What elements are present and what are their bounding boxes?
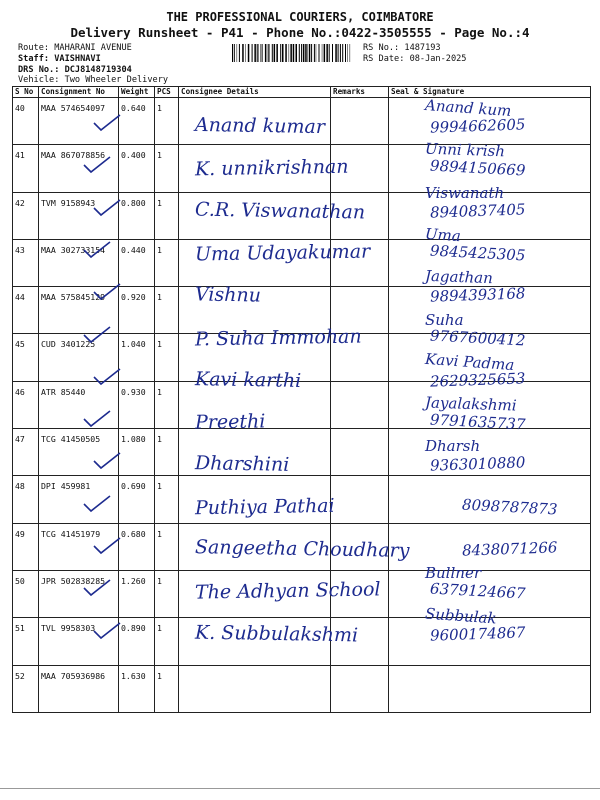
consignee-cell (179, 145, 331, 192)
sno-cell: 45 (13, 334, 39, 381)
col-header-consignee: Consignee Details (179, 87, 331, 98)
handwritten-signature: Jagathan (424, 267, 494, 288)
consignee-cell (179, 287, 331, 334)
table-row (13, 145, 591, 192)
consignment-cell: DPI 459981 (39, 476, 119, 523)
table-row (13, 570, 591, 617)
handwritten-signature: Anand kum (424, 96, 512, 120)
sno-cell: 42 (13, 192, 39, 239)
table-row (13, 523, 591, 570)
handwritten-signature: Dharsh (425, 437, 481, 456)
consignment-cell: TVM 9158943 (39, 192, 119, 239)
consignee-cell (179, 239, 331, 286)
table-row (13, 98, 591, 145)
handwritten-signature: Unni krish (424, 139, 506, 161)
handwritten-consignee-name: K. Subbulakshmi (194, 621, 359, 647)
col-header-pcs: PCS (155, 87, 179, 98)
weight-cell: 0.640 (119, 98, 155, 145)
remarks-cell (331, 618, 389, 665)
barcode-image (232, 44, 352, 62)
remarks-cell (331, 429, 389, 476)
consignment-cell: JPR 502838285 (39, 570, 119, 617)
handwritten-phone: 9767600412 (429, 326, 526, 349)
consignee-cell (179, 476, 331, 523)
pcs-cell: 1 (155, 618, 179, 665)
consignment-cell: ATR 85440 (39, 381, 119, 428)
consignment-cell: MAA 575845129 (39, 287, 119, 334)
pcs-cell: 1 (155, 429, 179, 476)
weight-cell: 0.930 (119, 381, 155, 428)
handwritten-phone: 8098787873 (461, 495, 558, 519)
seal-cell (389, 570, 591, 617)
handwritten-phone: 2629325653 (429, 369, 526, 391)
seal-cell (389, 618, 591, 665)
seal-cell (389, 98, 591, 145)
table-row (13, 476, 591, 523)
weight-cell: 1.080 (119, 429, 155, 476)
consignee-cell (179, 98, 331, 145)
sno-cell: 46 (13, 381, 39, 428)
consignee-cell (179, 334, 331, 381)
weight-cell: 0.890 (119, 618, 155, 665)
col-header-consignment: Consignment No (39, 87, 119, 98)
sno-cell: 50 (13, 570, 39, 617)
vehicle-label: Vehicle: Two Wheeler Delivery (18, 75, 169, 85)
handwritten-signature: Kavi Padma (424, 349, 515, 374)
pcs-cell: 1 (155, 239, 179, 286)
handwritten-phone: 9894150669 (429, 156, 526, 180)
seal-cell (389, 239, 591, 286)
handwritten-signature: Subbulak (424, 604, 498, 628)
drs-number: DRS No.: DCJ8148719304 (18, 65, 132, 75)
consignee-cell (179, 192, 331, 239)
sno-cell: 48 (13, 476, 39, 523)
pcs-cell: 1 (155, 145, 179, 192)
handwritten-consignee-name: The Adhyan School (194, 578, 381, 604)
sno-cell: 40 (13, 98, 39, 145)
handwritten-signature: Bullner (425, 564, 481, 583)
remarks-cell (331, 98, 389, 145)
rs-date: RS Date: 08-Jan-2025 (363, 54, 467, 64)
handwritten-consignee-name: Sangeetha Choudhary (194, 536, 410, 562)
consignee-cell (179, 570, 331, 617)
consignment-cell: TCG 41451979 (39, 523, 119, 570)
table-row (13, 192, 591, 239)
col-header-seal: Seal & Signature (389, 87, 591, 98)
handwritten-phone: 9894393168 (429, 284, 526, 306)
handwritten-phone: 8940837405 (429, 199, 526, 222)
sno-cell: 44 (13, 287, 39, 334)
col-header-weight: Weight (119, 87, 155, 98)
consignee-cell (179, 523, 331, 570)
weight-cell: 0.400 (119, 145, 155, 192)
sno-cell: 52 (13, 665, 39, 712)
sno-cell: 51 (13, 618, 39, 665)
handwritten-phone: 9600174867 (429, 622, 526, 645)
pcs-cell: 1 (155, 476, 179, 523)
remarks-cell (331, 476, 389, 523)
remarks-cell (331, 239, 389, 286)
weight-cell: 0.800 (119, 192, 155, 239)
seal-cell (389, 145, 591, 192)
handwritten-phone: 8438071266 (461, 538, 558, 560)
handwritten-consignee-name: Dharshini (194, 452, 290, 477)
table-header-row (13, 87, 591, 98)
pcs-cell: 1 (155, 192, 179, 239)
weight-cell: 1.630 (119, 665, 155, 712)
table-row (13, 287, 591, 334)
runsheet-table (12, 86, 591, 713)
remarks-cell (331, 381, 389, 428)
handwritten-consignee-name: K. unnikrishnan (194, 155, 349, 181)
document-title (0, 10, 600, 40)
remarks-cell (331, 570, 389, 617)
seal-cell (389, 284, 591, 334)
remarks-cell (331, 334, 389, 381)
handwritten-consignee-name: Preethi (194, 410, 266, 434)
table-row (13, 618, 591, 665)
consignment-cell: TVL 9958303 (39, 618, 119, 665)
weight-cell: 1.260 (119, 570, 155, 617)
seal-cell (389, 665, 591, 712)
sno-cell: 47 (13, 429, 39, 476)
table-row (13, 334, 591, 381)
sno-cell: 49 (13, 523, 39, 570)
consignment-cell: MAA 705936986 (39, 665, 119, 712)
consignee-cell (179, 618, 331, 665)
remarks-cell (331, 192, 389, 239)
handwritten-consignee-name: Anand kumar (194, 113, 326, 139)
consignment-cell: TCG 41450505 (39, 429, 119, 476)
handwritten-consignee-name: C.R. Viswanathan (194, 198, 366, 224)
seal-cell (389, 192, 591, 239)
consignee-cell (179, 429, 331, 476)
consignment-cell: MAA 302733154 (39, 239, 119, 286)
company-name: THE PROFESSIONAL COURIERS, COIMBATORE (166, 10, 434, 24)
handwritten-phone: 6379124667 (429, 579, 526, 603)
seal-cell (389, 523, 591, 570)
handwritten-consignee-name: Vishnu (194, 283, 262, 307)
weight-cell: 0.440 (119, 239, 155, 286)
handwritten-phone: 9994662605 (429, 115, 526, 137)
remarks-cell (331, 523, 389, 570)
table-row (13, 665, 591, 712)
handwritten-consignee-name: P. Suha Immohan (194, 325, 362, 350)
seal-cell (389, 476, 591, 523)
consignment-cell: MAA 574654097 (39, 98, 119, 145)
page-bottom-rule (0, 788, 600, 789)
consignment-cell: MAA 867078856 (39, 145, 119, 192)
consignee-cell (179, 381, 331, 428)
pcs-cell: 1 (155, 523, 179, 570)
pcs-cell: 1 (155, 570, 179, 617)
pcs-cell: 1 (155, 381, 179, 428)
table-row (13, 429, 591, 476)
seal-cell (389, 429, 591, 476)
seal-cell (389, 334, 591, 381)
pcs-cell: 1 (155, 665, 179, 712)
weight-cell: 0.680 (119, 523, 155, 570)
pcs-cell: 1 (155, 98, 179, 145)
handwritten-consignee-name: Puthiya Pathai (194, 494, 335, 519)
sno-cell: 41 (13, 145, 39, 192)
sno-cell: 43 (13, 239, 39, 286)
handwritten-signature: Uma (424, 224, 462, 246)
pcs-cell: 1 (155, 334, 179, 381)
rs-number: RS No.: 1487193 (363, 43, 441, 53)
remarks-cell (331, 145, 389, 192)
handwritten-consignee-name: Kavi karthi (194, 367, 302, 392)
runsheet-line: Delivery Runsheet - P41 - Phone No.:0422-3505555 - Page No.:4 (70, 25, 530, 40)
pcs-cell: 1 (155, 287, 179, 334)
col-header-sno: S No (13, 87, 39, 98)
staff-label: Staff: VAISHNAVI (18, 54, 101, 64)
handwritten-signature: Viswanath (425, 183, 505, 202)
handwritten-phone: 9791635737 (429, 410, 526, 434)
table-row (13, 381, 591, 428)
weight-cell: 0.920 (119, 287, 155, 334)
handwritten-phone: 9845425305 (429, 241, 526, 265)
handwritten-phone: 9363010880 (429, 453, 526, 476)
handwritten-signature: Jayalakshmi (424, 393, 517, 415)
remarks-cell (331, 287, 389, 334)
route-label: Route: MAHARANI AVENUE (18, 43, 132, 53)
remarks-cell (331, 665, 389, 712)
consignment-cell: CUD 3401225 (39, 334, 119, 381)
weight-cell: 0.690 (119, 476, 155, 523)
handwritten-consignee-name: Uma Udayakumar (194, 240, 371, 266)
col-header-remarks: Remarks (331, 87, 389, 98)
table-row (13, 239, 591, 286)
seal-cell (389, 381, 591, 428)
consignee-cell (179, 665, 331, 712)
handwritten-signature: Suha (425, 310, 464, 329)
weight-cell: 1.040 (119, 334, 155, 381)
